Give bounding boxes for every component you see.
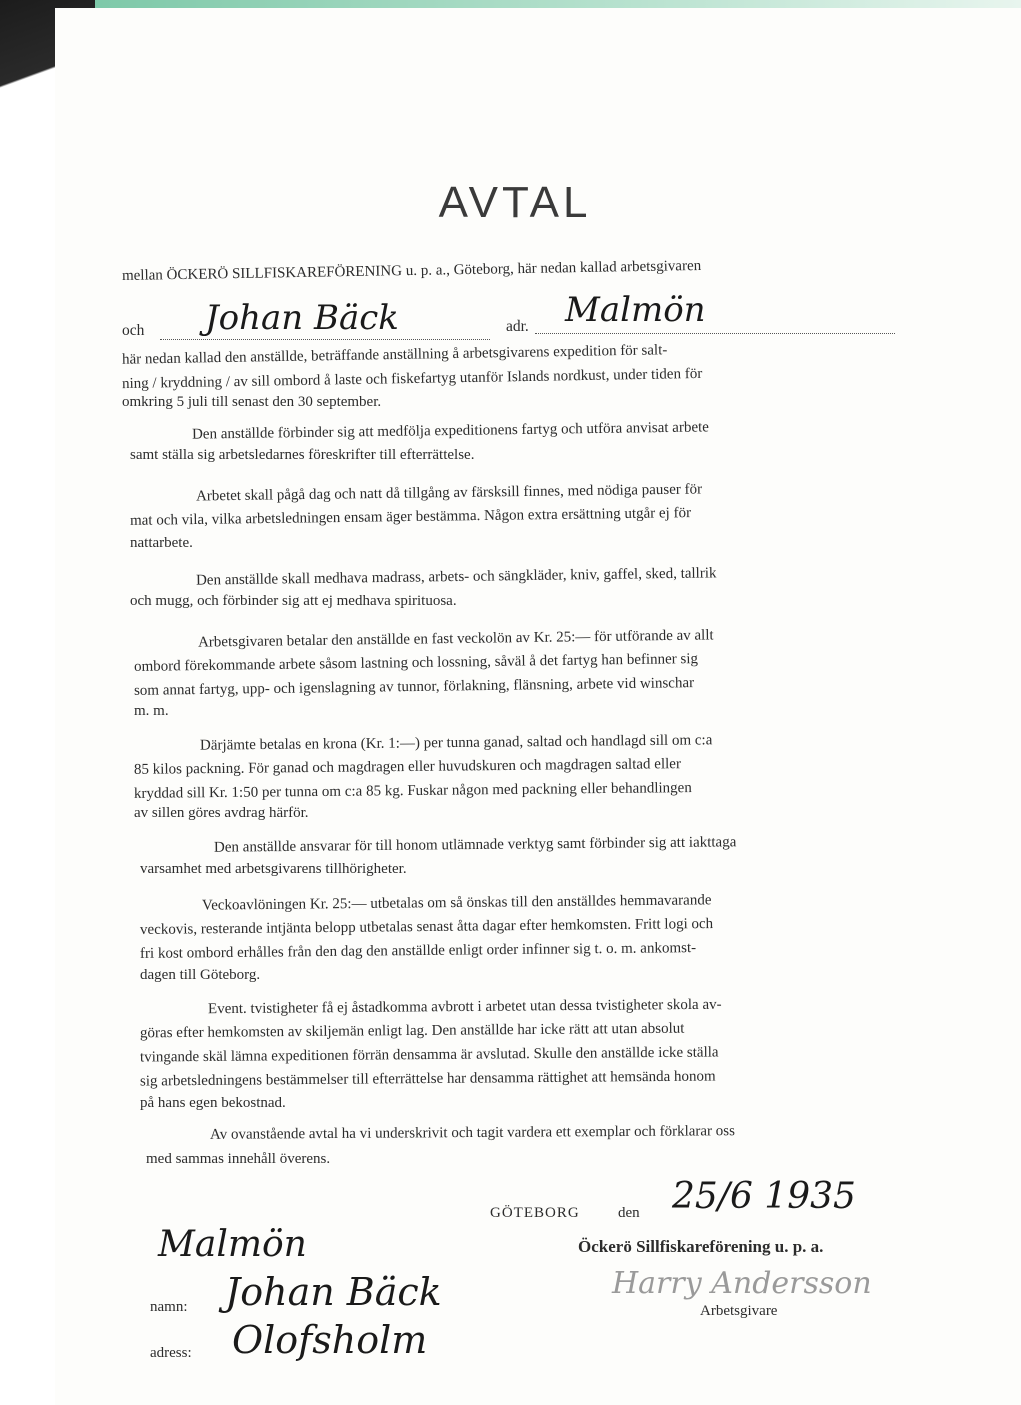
para-1-line-1: Den anställde förbinder sig att medfölja expeditionens fartyg och utföra anvisat arbete [191, 419, 709, 443]
para-9-line-2: med sammas innehåll överens. [146, 1151, 331, 1167]
para-4-line-4: m. m. [134, 703, 169, 719]
address-handwritten: Malmön [565, 290, 706, 330]
para-5-line-4: av sillen göres avdrag härför. [134, 805, 309, 821]
para-4-line-3: som annat fartyg, upp- och igenslagning av tunnor, förlakning, flänsning, arbete vid winschar [133, 675, 695, 699]
employer-signature: Harry Andersson [612, 1266, 872, 1301]
para-9-line-1: Av ovanstående avtal ha vi underskrivit och tagit vardera ett exemplar och förklarar oss [209, 1123, 736, 1143]
para-8-line-3: tvingande skäl lämna expeditionen förrän densamma är avslutad. Skulle den anställde icke ställa [139, 1044, 719, 1066]
para-6-line-2: varsamhet med arbetsgivarens tillhörigheter. [140, 861, 407, 877]
document-title: AVTAL [438, 178, 592, 227]
para-5-line-1: Därjämte betalas en krona (Kr. 1:—) per tunna ganad, saltad och handlagd sill om c:a [199, 732, 713, 754]
para-8-line-1: Event. tvistigheter få ej åstadkomma avbrott i arbetet utan dessa tvistigheter skola av- [207, 996, 722, 1018]
para-2-line-1: Arbetet skall pågå dag och natt då tillgång av färsksill finnes, med nödiga pauser för [195, 481, 703, 505]
para-3-line-2: och mugg, och förbinder sig att ej medhava spirituosa. [130, 593, 457, 609]
para-7-line-3: fri kost ombord erhålles från den dag den anställde enligt order infinner sig t. o. m. ankomst- [139, 940, 697, 962]
footer-namn-label: namn: [150, 1299, 188, 1315]
intro-line-3: här nedan kallad den anställde, beträffande anställning å arbetsgivarens expedition för salt- [121, 342, 668, 368]
para-1-line-2: samt ställa sig arbetsledarnes föreskrifter till efterrättelse. [130, 447, 475, 463]
para-8-line-5: på hans egen bekostnad. [140, 1095, 286, 1111]
para-2-line-2: mat och vila, vilka arbetsledningen ensam äger bestämma. Någon extra ersättning utgår ej för [129, 505, 692, 529]
footer-city: GÖTEBORG [490, 1205, 580, 1221]
address-field-line [535, 332, 895, 334]
footer-place-handwritten: Malmön [158, 1224, 307, 1265]
employee-name-handwritten: Johan Bäck [205, 298, 399, 338]
adr-label: adr. [506, 318, 529, 335]
footer-arbetsgivare-label: Arbetsgivare [700, 1303, 778, 1319]
footer-address-handwritten: Olofsholm [232, 1318, 428, 1362]
para-7-line-4: dagen till Göteborg. [140, 967, 261, 983]
para-8-line-2: göras efter hemkomsten av skiljemän enligt lag. Den anställde har icke rätt att utan absolut [139, 1020, 685, 1042]
para-8-line-4: sig arbetsledningens bestämmelser till efterrättelse har densamma rättighet att hemsända honom [139, 1068, 716, 1090]
para-6-line-1: Den anställde ansvarar för till honom utlämnade verktyg samt förbinder sig att iakttaga [213, 834, 737, 856]
employee-name-field-line [160, 338, 490, 340]
intro-line-5: omkring 5 juli till senast den 30 september. [122, 394, 382, 410]
para-2-line-3: nattarbete. [130, 535, 193, 551]
footer-adress-label: adress: [150, 1345, 192, 1361]
intro-line-4: ning / kryddning / av sill ombord å laste och fiskefartyg utanför Islands nordkust, under tiden för [121, 365, 703, 393]
para-4-line-1: Arbetsgivaren betalar den anställde en fast veckolön av Kr. 25:— för utförande av allt [197, 627, 714, 651]
para-3-line-1: Den anställde skall medhava madrass, arbets- och sängkläder, kniv, gaffel, sked, tallrik [195, 565, 717, 589]
intro-line-1: mellan ÖCKERÖ SILLFISKAREFÖRENING u. p. a., Göteborg, här nedan kallad arbetsgivaren [121, 257, 702, 285]
para-4-line-2: ombord förekommande arbete såsom lastning och lossning, såväl å det fartyg han befinner sig [133, 651, 699, 675]
footer-den-label: den [618, 1205, 640, 1221]
footer-org-name: Öckerö Sillfiskareförening u. p. a. [578, 1237, 824, 1256]
footer-name-handwritten: Johan Bäck [225, 1270, 442, 1314]
para-7-line-1: Veckoavlöningen Kr. 25:— utbetalas om så önskas till den anställdes hemmavarande [201, 892, 712, 914]
och-label: och [122, 322, 145, 339]
footer-date-handwritten: 25/6 1935 [672, 1176, 856, 1217]
para-5-line-3: kryddad sill Kr. 1:50 per tunna om c:a 85 kg. Fuskar någon med packning eller behandlingen [133, 780, 692, 802]
para-5-line-2: 85 kilos packning. För ganad och magdragen eller huvudskuren och magdragen saltad eller [133, 756, 681, 778]
para-7-line-2: veckovis, resterande intjänta belopp utbetalas senast åtta dagar efter hemkomsten. Fritt logi och [139, 915, 714, 939]
